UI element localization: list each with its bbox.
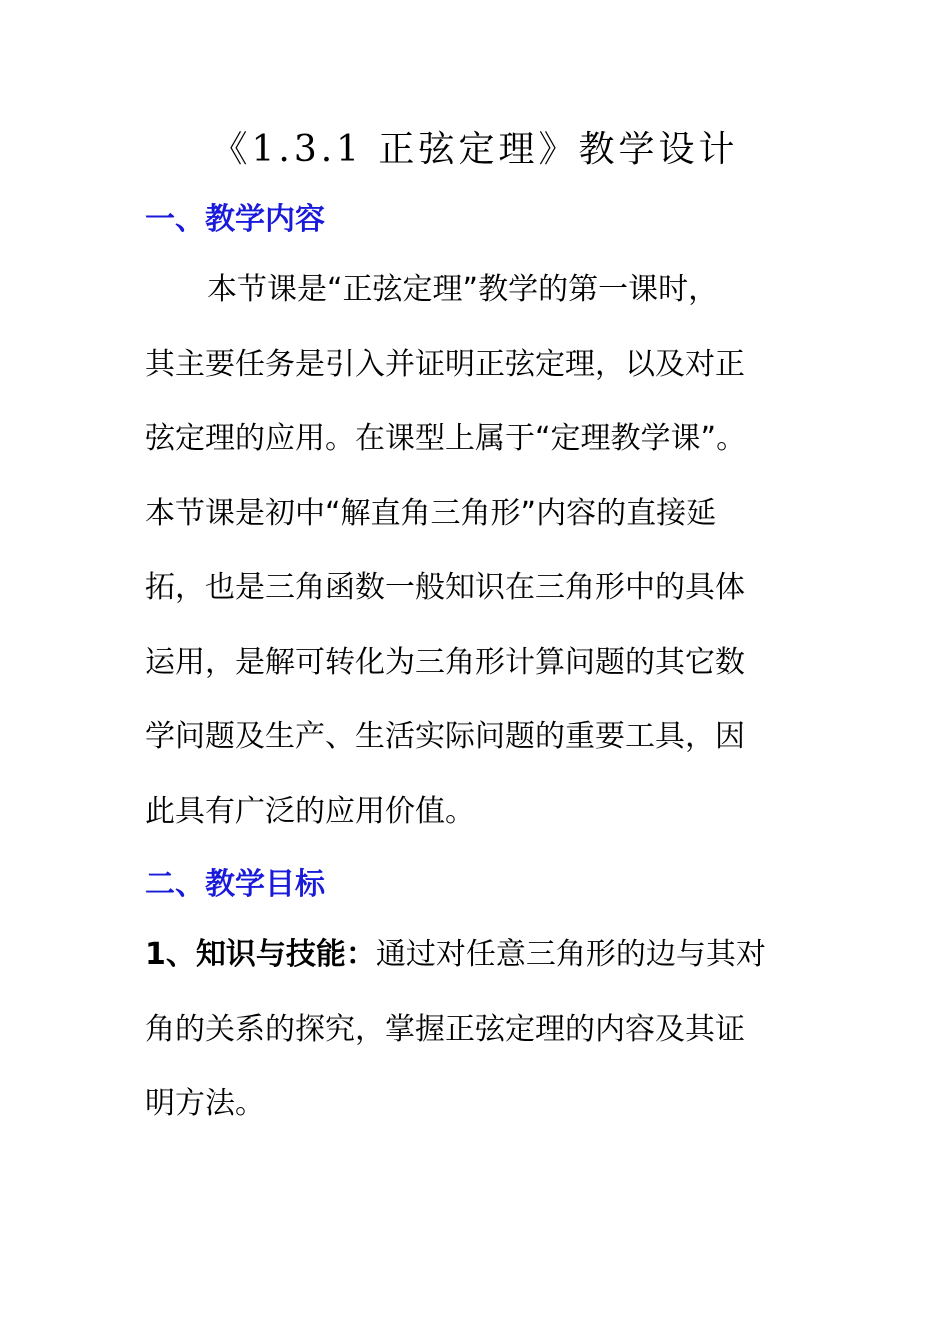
body-line: 本节课是初中“解直角三角形”内容的直接延 xyxy=(145,495,717,531)
document-title: 《1.3.1 正弦定理》教学设计 xyxy=(211,129,739,170)
body-line: 通过对任意三角形的边与其对 xyxy=(375,937,766,972)
body-line: 其主要任务是引入并证明正弦定理，以及对正 xyxy=(145,346,745,382)
section-body-teaching-goals xyxy=(145,918,825,1142)
body-line: 本节课是“正弦定理”教学的第一课时， xyxy=(207,272,719,307)
section-heading-teaching-content: 一、教学内容 xyxy=(145,202,325,237)
goal-item-label: 1、知识与技能： xyxy=(145,937,376,972)
body-line: 运用，是解可转化为三角形计算问题的其它数 xyxy=(145,644,745,680)
section-heading-teaching-goals: 二、教学目标 xyxy=(145,867,325,902)
body-line: 此具有广泛的应用价值。 xyxy=(145,793,475,829)
body-line: 明方法。 xyxy=(145,1086,265,1121)
section-body-teaching-content xyxy=(145,253,825,849)
body-line: 弦定理的应用。在课型上属于“定理教学课”。 xyxy=(145,421,747,456)
goal-item-knowledge-skills xyxy=(145,918,825,993)
body-line: 学问题及生产、生活实际问题的重要工具，因 xyxy=(145,719,745,754)
body-line: 角的关系的探究，掌握正弦定理的内容及其证 xyxy=(145,1011,745,1047)
body-line: 拓，也是三角函数一般知识在三角形中的具体 xyxy=(145,570,745,605)
